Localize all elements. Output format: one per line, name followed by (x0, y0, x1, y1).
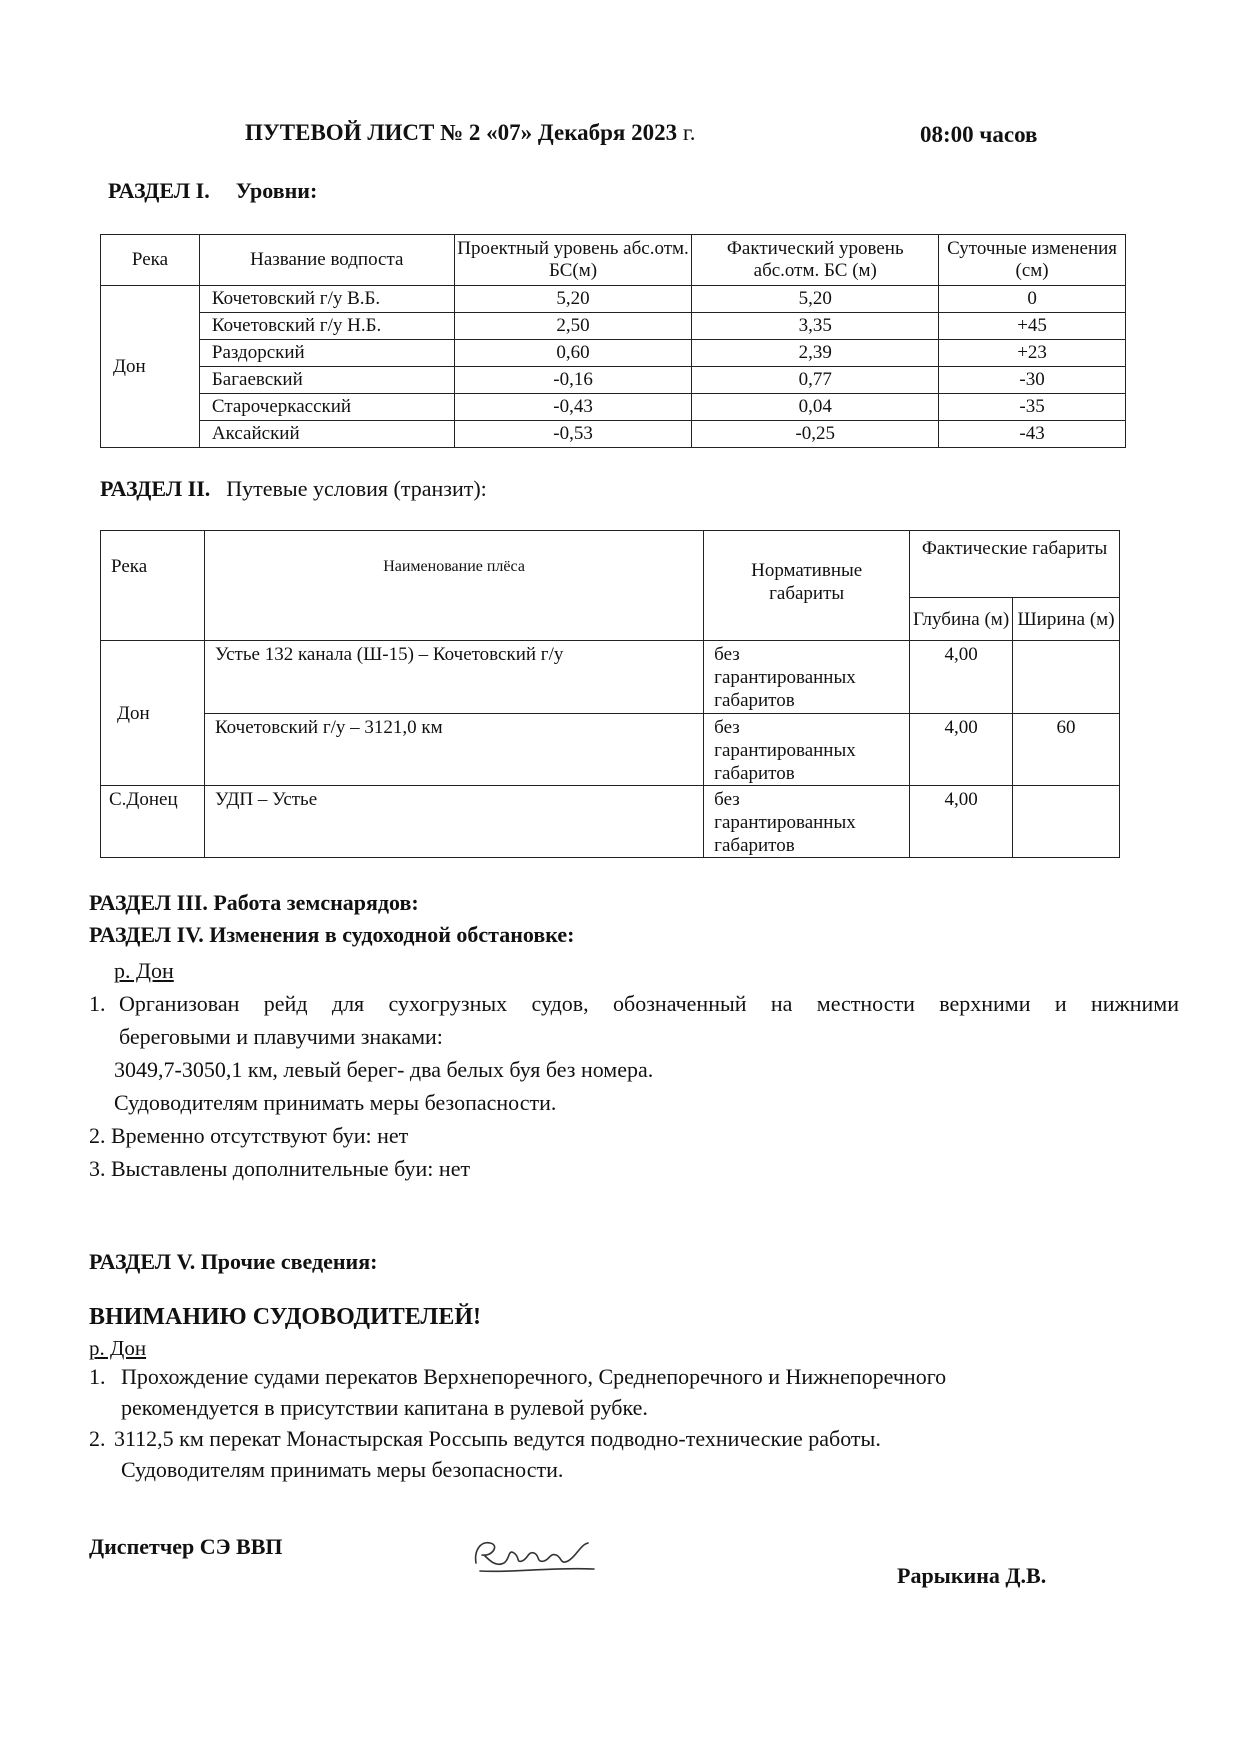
route-reach: Устье 132 канала (Ш-15) – Кочетовский г/у (204, 641, 703, 714)
section-3-heading: РАЗДЕЛ III. Работа земснарядов: (89, 890, 419, 915)
route-col-norm: Нормативные габариты (704, 531, 910, 641)
table-row (101, 367, 1126, 394)
route-width: 60 (1013, 714, 1120, 786)
section-2-subheading: Путевые условия (транзит): (226, 476, 487, 501)
route-depth: 4,00 (910, 714, 1013, 786)
section-4-item-2: 2. Временно отсутствуют буи: нет (89, 1123, 409, 1148)
section-5-item-1-num: 1. (89, 1364, 106, 1389)
table-row (101, 421, 1126, 448)
dispatcher-role: Диспетчер СЭ ВВП (89, 1534, 283, 1559)
levels-col-actual: Фактический уровень абс.отм. БС (м) (692, 235, 939, 286)
section-5-item-2-line-2: Судоводителям принимать меры безопасности. (121, 1457, 564, 1482)
levels-header-row (101, 235, 1126, 286)
route-norm: без гарантированных габаритов (704, 786, 910, 858)
attention-heading: ВНИМАНИЮ СУДОВОДИТЕЛЕЙ! (89, 1304, 481, 1330)
levels-actual: 3,35 (692, 313, 939, 340)
levels-post: Кочетовский г/у Н.Б. (199, 313, 454, 340)
route-header-row (101, 531, 1120, 598)
table-row (101, 313, 1126, 340)
levels-project: 0,60 (454, 340, 692, 367)
levels-project: -0,43 (454, 394, 692, 421)
levels-post: Раздорский (199, 340, 454, 367)
route-col-width: Ширина (м) (1013, 598, 1120, 641)
levels-table (100, 234, 1126, 448)
levels-actual: -0,25 (692, 421, 939, 448)
levels-change: -30 (939, 367, 1126, 394)
section-5-heading: РАЗДЕЛ V. Прочие сведения: (89, 1249, 378, 1274)
levels-post: Багаевский (199, 367, 454, 394)
levels-col-river: Река (101, 235, 200, 286)
section-4-item-1-line-3: 3049,7-3050,1 км, левый берег- два белых буя без номера. (114, 1057, 654, 1082)
section-5-item-2-line-1: 3112,5 км перекат Монастырская Россыпь ведутся подводно-технические работы. (114, 1426, 881, 1451)
section-4-item-1-line-4: Судоводителям принимать меры безопасности. (114, 1090, 557, 1115)
document-title-tail: г. (682, 120, 696, 145)
section-4-item-3: 3. Выставлены дополнительные буи: нет (89, 1156, 471, 1181)
route-table (100, 530, 1120, 858)
levels-project: -0,16 (454, 367, 692, 394)
route-reach: УДП – Устье (204, 786, 703, 858)
route-river-cell: Дон (101, 641, 205, 786)
route-col-actual: Фактические габариты (910, 531, 1120, 598)
section-4-item-1-num: 1. (89, 991, 106, 1016)
section-4-river: р. Дон (114, 958, 174, 983)
route-norm: без гарантированных габаритов (704, 714, 910, 786)
section-5-river: р. Дон (89, 1336, 147, 1360)
section-4-item-1-line-1: Организован рейд для сухогрузных судов, обозначенный на местности верхними и нижними (119, 991, 1179, 1016)
dispatcher-name: Рарыкина Д.В. (897, 1563, 1047, 1588)
section-5-item-2-num: 2. (89, 1426, 106, 1451)
table-row (101, 714, 1120, 786)
route-depth: 4,00 (910, 641, 1013, 714)
levels-actual: 5,20 (692, 286, 939, 313)
section-2-heading (100, 476, 487, 502)
section-2-label: РАЗДЕЛ II. (100, 476, 211, 501)
table-row (101, 641, 1120, 714)
table-row (101, 286, 1126, 313)
document-title: ПУТЕВОЙ ЛИСТ № 2 «07» Декабря 2023 г. (245, 120, 696, 145)
levels-post: Аксайский (199, 421, 454, 448)
section-1-subheading: Уровни: (235, 178, 318, 203)
route-norm: без гарантированных габаритов (704, 641, 910, 714)
route-depth: 4,00 (910, 786, 1013, 858)
route-width (1013, 786, 1120, 858)
section-1-label: РАЗДЕЛ I. (108, 178, 210, 203)
levels-project: 2,50 (454, 313, 692, 340)
document-time: 08:00 часов (920, 122, 1038, 147)
section-1-heading (108, 178, 317, 204)
levels-col-post: Название водпоста (199, 235, 454, 286)
levels-change: +23 (939, 340, 1126, 367)
route-river-cell: С.Донец (101, 786, 205, 858)
route-reach: Кочетовский г/у – 3121,0 км (204, 714, 703, 786)
table-row (101, 394, 1126, 421)
handwritten-signature-icon (470, 1533, 600, 1577)
levels-project: 5,20 (454, 286, 692, 313)
levels-change: 0 (939, 286, 1126, 313)
levels-col-project: Проектный уровень абс.отм. БС(м) (454, 235, 692, 286)
levels-change: -35 (939, 394, 1126, 421)
levels-post: Кочетовский г/у В.Б. (199, 286, 454, 313)
levels-post: Старочеркасский (199, 394, 454, 421)
table-row (101, 786, 1120, 858)
levels-actual: 0,77 (692, 367, 939, 394)
levels-change: -43 (939, 421, 1126, 448)
route-col-river: Река (101, 531, 205, 641)
section-5-item-1-line-2: рекомендуется в присутствии капитана в рулевой рубке. (121, 1395, 648, 1420)
route-width (1013, 641, 1120, 714)
section-4-heading: РАЗДЕЛ IV. Изменения в судоходной обстановке: (89, 922, 575, 947)
levels-project: -0,53 (454, 421, 692, 448)
levels-actual: 2,39 (692, 340, 939, 367)
table-row (101, 340, 1126, 367)
section-5-item-1-line-1: Прохождение судами перекатов Верхнепоречного, Среднепоречного и Нижнепоречного (121, 1364, 947, 1389)
levels-change: +45 (939, 313, 1126, 340)
levels-col-change: Суточные изменения (см) (939, 235, 1126, 286)
levels-actual: 0,04 (692, 394, 939, 421)
levels-river-cell: Дон (101, 286, 200, 448)
route-col-depth: Глубина (м) (910, 598, 1013, 641)
route-col-reach: Наименование плёса (204, 531, 703, 641)
section-4-item-1-line-2: береговыми и плавучими знаками: (119, 1024, 443, 1049)
